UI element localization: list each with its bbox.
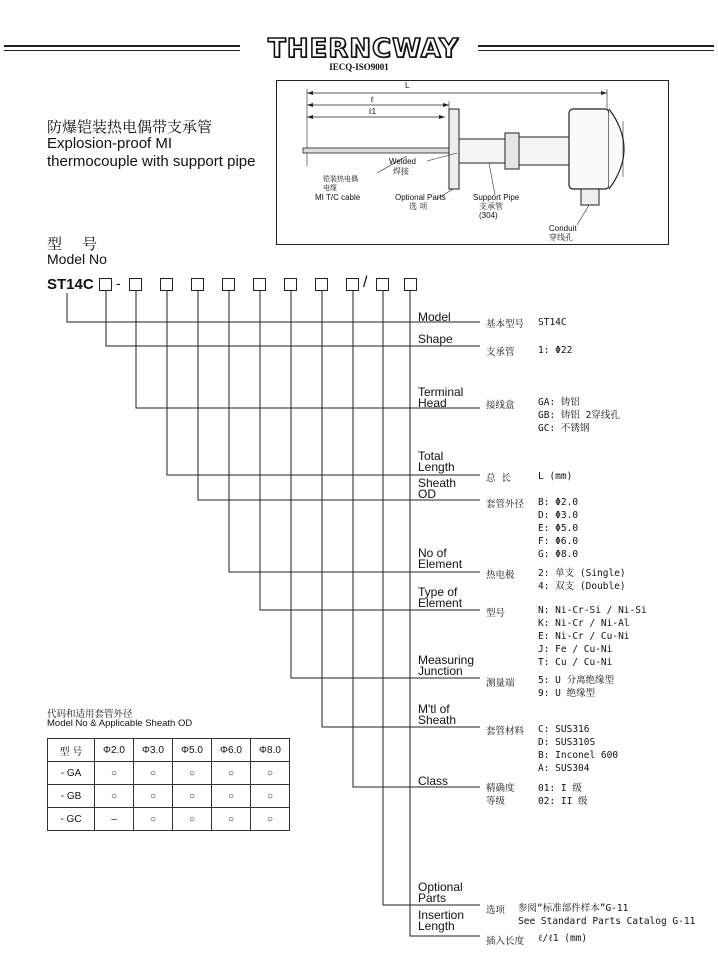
table-cell: - GB: [48, 785, 95, 808]
support-pipe-material: (304): [479, 211, 498, 220]
code-box-type: [253, 278, 266, 291]
field-total-length-opts: L (mm): [538, 471, 573, 482]
table-header: Φ8.0: [251, 739, 290, 762]
field-junction-en: Measuring Junction: [418, 653, 475, 678]
field-no-element-zh: 热电极: [486, 570, 515, 581]
header-rule-right-thin: [478, 50, 714, 51]
header-rule-left-thin: [4, 50, 240, 51]
field-class-opts: 01: I 级 02: II 级: [538, 783, 588, 807]
code-box-junction: [284, 278, 297, 291]
welded-zh: 焊接: [393, 167, 409, 176]
code-box-insertion: [404, 278, 417, 291]
field-class-en: Class: [418, 774, 449, 788]
field-terminal-head-en: Terminal Head: [418, 385, 464, 410]
field-insertion-opts: ℓ/ℓ1 (mm): [538, 933, 588, 944]
welded-en: Welded: [389, 157, 416, 166]
field-sheath-od-opts: B: Φ2.0 D: Φ3.0 E: Φ5.0 F: Φ6.0 G: Φ8.0: [538, 497, 579, 560]
table-cell: - GA: [48, 762, 95, 785]
table-header: Φ3.0: [134, 739, 173, 762]
table-cell: ○: [251, 762, 290, 785]
drawing-svg: [277, 81, 670, 246]
code-box-optional: [376, 278, 389, 291]
product-drawing: [276, 80, 669, 245]
table-cell: ○: [173, 785, 212, 808]
header-rule-left: [4, 45, 240, 47]
table-title-zh: 代码和适用套管外径: [47, 709, 133, 720]
field-model-opts: ST14C: [538, 317, 567, 328]
code-box-total-length: [160, 278, 173, 291]
field-insertion-en: Insertion Length: [418, 908, 465, 933]
table-cell: ○: [251, 808, 290, 831]
header-rule-right: [478, 45, 714, 47]
field-optional-en: Optional Parts: [418, 880, 463, 905]
model-code: ST14C: [47, 276, 94, 293]
code-box-class: [346, 278, 359, 291]
field-terminal-head-opts: GA: 铸铝 GB: 铸铝 2穿线孔 GC: 不锈钢: [538, 397, 620, 434]
field-sheath-material-opts: C: SUS316 D: SUS310S B: Inconel 600 A: SUS304: [538, 724, 619, 774]
mi-cable-zh: 铠装热电偶 电缆: [323, 176, 358, 192]
field-junction-zh: 测量端: [486, 678, 515, 689]
field-type-element-opts: N: Ni-Cr-Si / Ni-Si K: Ni-Cr / Ni-Al E: Ni-Cr / Cu-Ni J: Fe / Cu-Ni T: Cu / Cu-Ni: [538, 605, 647, 668]
field-shape-opts: 1: Φ22: [538, 345, 573, 356]
table-header: 型 号: [48, 739, 95, 762]
field-sheath-od-en: Sheath OD: [418, 476, 457, 501]
field-sheath-material-zh: 套管材料: [486, 726, 525, 737]
table-cell: ○: [134, 762, 173, 785]
field-no-element-en: No of Element: [418, 546, 463, 571]
conduit-en: Conduit: [549, 224, 577, 233]
conduit-zh: 穿线孔: [549, 233, 573, 242]
field-total-length-en: Total Length: [418, 449, 455, 474]
table-cell: ○: [212, 808, 251, 831]
code-box-sheath-material: [315, 278, 328, 291]
table-cell: ○: [134, 785, 173, 808]
field-total-length-zh: 总 长: [486, 473, 511, 484]
optional-parts-zh: 选 项: [409, 202, 428, 211]
dim-l1: ℓ1: [369, 107, 377, 116]
code-box-sheath-od: [191, 278, 204, 291]
field-shape-zh: 支承管: [486, 347, 515, 358]
table-row: [48, 762, 290, 785]
table-header-row: [48, 739, 290, 762]
table-cell: ○: [173, 762, 212, 785]
field-model-zh: 基本型号: [486, 319, 525, 330]
field-terminal-head-zh: 接线盒: [486, 400, 515, 411]
table-header: Φ6.0: [212, 739, 251, 762]
code-box-terminal-head: [129, 278, 142, 291]
field-junction-opts: 5: U 分离绝缘型 9: U 绝缘型: [538, 675, 615, 699]
table-row: [48, 808, 290, 831]
field-model-en: Model: [418, 310, 451, 324]
field-sheath-material-en: M'tl of Sheath: [418, 702, 457, 727]
table-cell: ○: [251, 785, 290, 808]
field-type-element-zh: 型号: [486, 608, 506, 619]
model-no-en: Model No: [47, 251, 107, 267]
support-pipe-zh: 支承管: [479, 202, 503, 211]
brand-logo: THERNCWAY: [268, 34, 460, 64]
field-no-element-opts: 2: 单支 (Single) 4: 双支 (Double): [538, 568, 626, 592]
mi-cable-en: MI T/C cable: [315, 193, 361, 202]
table-cell: ○: [95, 762, 134, 785]
table-cell: ○: [212, 762, 251, 785]
field-sheath-od-zh: 套管外径: [486, 499, 525, 510]
model-no-zh: 型 号: [47, 236, 106, 253]
code-dash: -: [116, 275, 121, 291]
table-cell: ○: [173, 808, 212, 831]
dim-L: L: [405, 81, 410, 90]
support-pipe-en: Support Pipe: [473, 193, 520, 202]
field-optional-opts: 参阅“标准部件样本”G-11 See Standard Parts Catalog G-11: [518, 903, 696, 927]
field-type-element-en: Type of Element: [418, 585, 463, 610]
table-cell: - GC: [48, 808, 95, 831]
code-slash: /: [363, 274, 368, 291]
optional-parts-en: Optional Parts: [395, 193, 446, 202]
table-header: Φ5.0: [173, 739, 212, 762]
code-box-elements: [222, 278, 235, 291]
dim-l: ℓ: [371, 95, 374, 104]
field-insertion-zh: 插入长度: [486, 936, 525, 947]
title-en: Explosion-proof MI thermocouple with support pipe: [47, 135, 256, 170]
field-shape-en: Shape: [418, 332, 453, 346]
table-title-en: Model No & Applicable Sheath OD: [47, 718, 193, 729]
field-class-zh: 精确度 等级: [486, 783, 515, 807]
table-row: [48, 785, 290, 808]
applicability-table: [47, 738, 290, 831]
field-optional-zh: 选项: [486, 905, 506, 916]
table-cell: ○: [212, 785, 251, 808]
table-header: Φ2.0: [95, 739, 134, 762]
code-box-shape: [99, 278, 112, 291]
table-cell: –: [95, 808, 134, 831]
table-cell: ○: [95, 785, 134, 808]
title-zh: 防爆铠装热电偶带支承管: [47, 119, 213, 136]
certification: IECQ-ISO9001: [329, 62, 389, 72]
table-cell: ○: [134, 808, 173, 831]
